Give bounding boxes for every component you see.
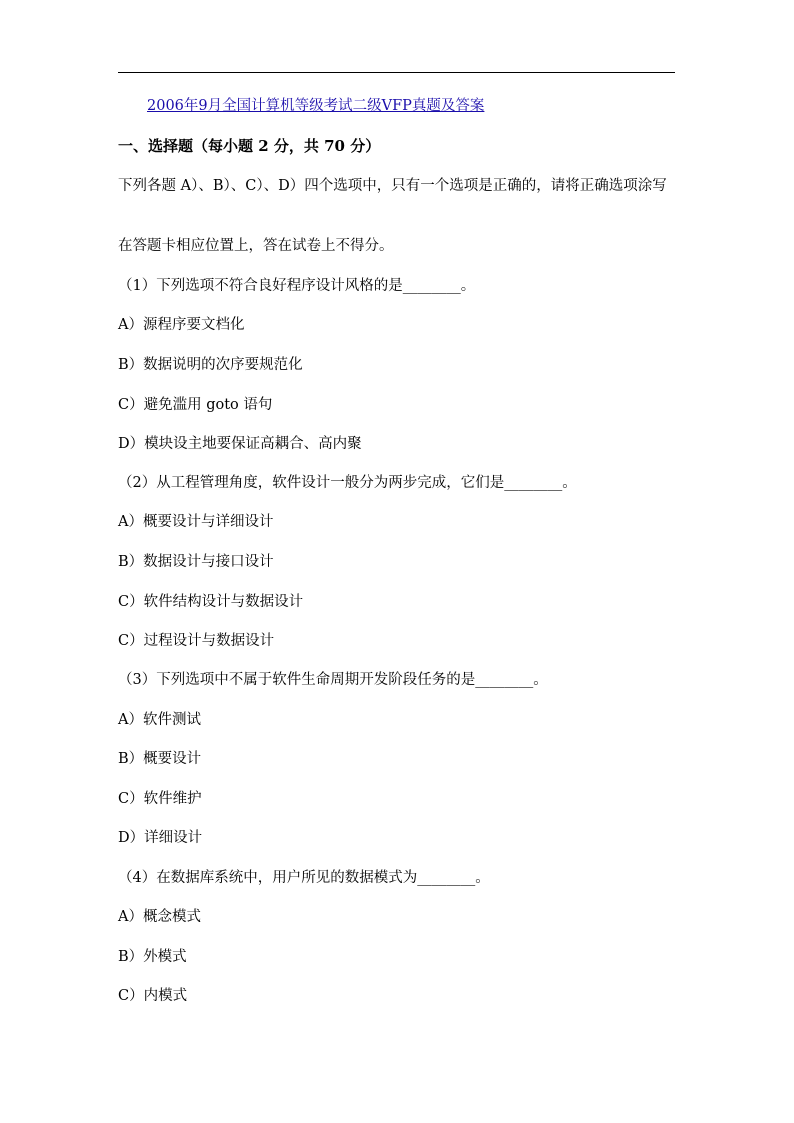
question-2-option-c: C）软件结构设计与数据设计 [118,594,304,610]
document-title-link[interactable]: 2006年9月全国计算机等级考试二级VFP真题及答案 [147,98,485,114]
question-1-option-b: B）数据说明的次序要规范化 [118,357,303,373]
question-2-stem: （2）从工程管理角度，软件设计一般分为两步完成，它们是________。 [118,475,577,491]
instructions-paragraph-2: 在答题卡相应位置上，答在试卷上不得分。 [118,238,394,254]
question-1-option-d: D）模块设主地要保证高耦合、高内聚 [118,436,362,452]
question-3-option-c: C）软件维护 [118,791,202,807]
question-3-option-a: A）软件测试 [118,712,201,728]
header-rule [118,72,675,73]
question-4-option-b: B）外模式 [118,949,187,965]
section-heading: 一、选择题（每小题 2 分，共 70 分） [118,137,381,155]
question-1-stem: （1）下列选项不符合良好程序设计风格的是________。 [118,278,476,294]
question-2-option-b: B）数据设计与接口设计 [118,554,274,570]
question-2-option-d: C）过程设计与数据设计 [118,633,275,649]
question-1-option-a: A）源程序要文档化 [118,317,245,333]
question-3-stem: （3）下列选项中不属于软件生命周期开发阶段任务的是________。 [118,672,548,688]
instructions-paragraph-1: 下列各题 A）、B）、C）、D）四个选项中，只有一个选项是正确的，请将正确选项涂写 [118,178,667,194]
question-1-option-c: C）避免滥用 goto 语句 [118,397,273,413]
question-4-stem: （4）在数据库系统中，用户所见的数据模式为________。 [118,870,490,886]
question-3-option-b: B）概要设计 [118,751,202,767]
question-4-option-c: C）内模式 [118,988,188,1004]
question-3-option-d: D）详细设计 [118,830,203,846]
question-4-option-a: A）概念模式 [118,909,201,925]
question-2-option-a: A）概要设计与详细设计 [118,514,274,530]
